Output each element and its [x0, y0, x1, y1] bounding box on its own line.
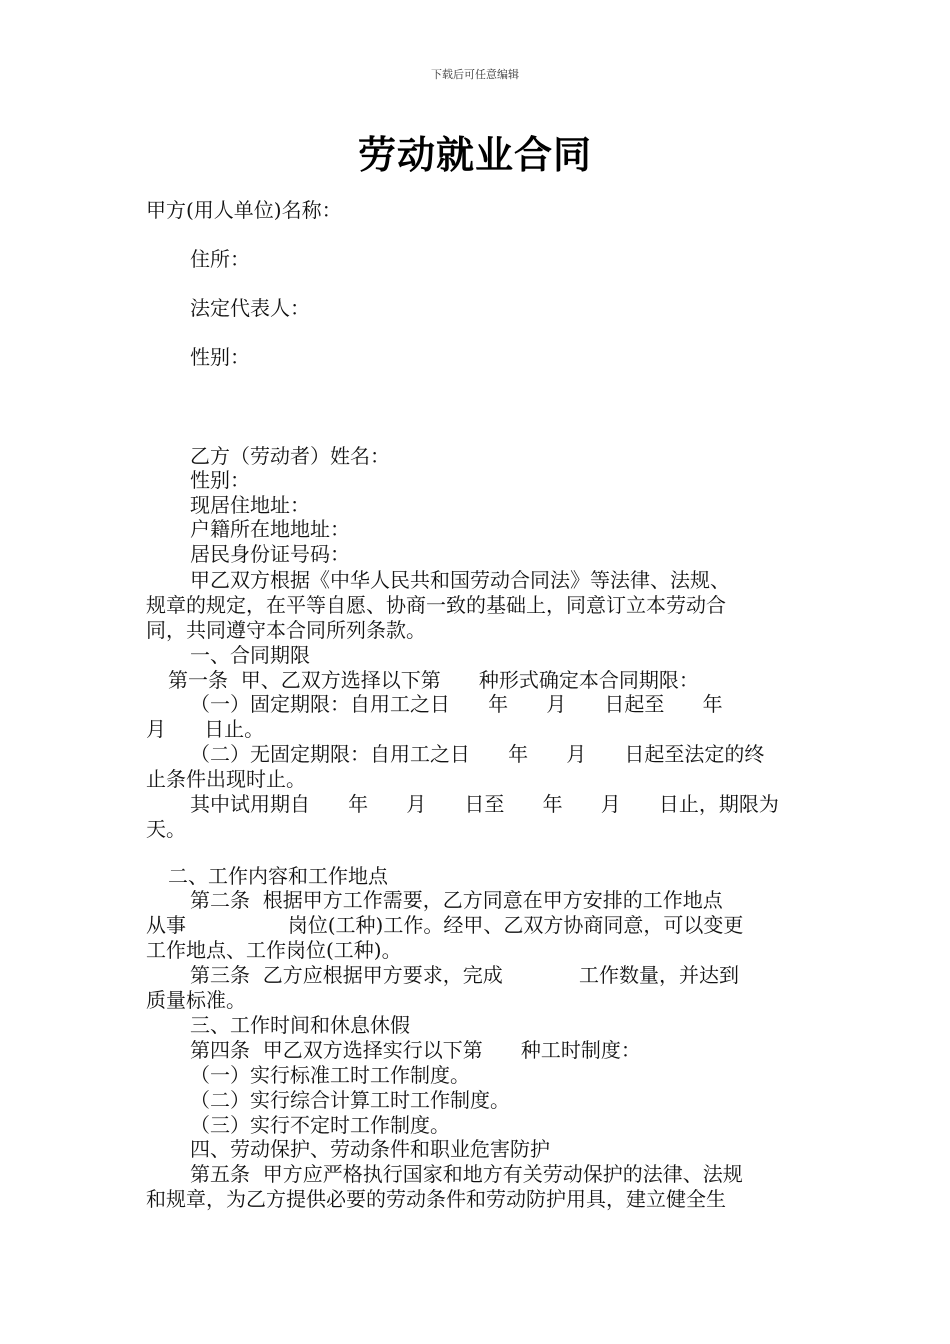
section-heading: 三、工作时间和休息休假	[190, 1013, 410, 1037]
clause-line: 工作地点、工作岗位(工种)。	[146, 938, 402, 962]
party-b-household-line: 户籍所在地地址：	[190, 517, 350, 541]
clause-line: 其中试用期自 年 月 日至 年 月 日止，期限为	[190, 792, 779, 816]
preamble-line: 同，共同遵守本合同所列条款。	[146, 618, 426, 642]
party-a-name-line: 甲方(用人单位)名称：	[146, 198, 342, 222]
clause-line: （二）无固定期限：自用工之日 年 月 日起至法定的终	[190, 742, 765, 766]
clause-line: 止条件出现时止。	[146, 767, 306, 791]
clause-line: 从事 岗位(工种)工作。经甲、乙双方协商同意，可以变更	[146, 913, 744, 937]
section-heading: 二、工作内容和工作地点	[168, 864, 388, 888]
party-a-gender-line: 性别：	[190, 345, 250, 369]
clause-line: （一）固定期限：自用工之日 年 月 日起至 年	[190, 692, 723, 716]
clause-line: 第五条 甲方应严格执行国家和地方有关劳动保护的法律、法规	[190, 1162, 743, 1186]
clause-line: 和规章，为乙方提供必要的劳动条件和劳动防护用具，建立健全生	[146, 1187, 726, 1211]
party-a-legal-rep-line: 法定代表人：	[190, 296, 310, 320]
preamble-line: 规章的规定，在平等自愿、协商一致的基础上，同意订立本劳动合	[146, 593, 726, 617]
clause-line: （二）实行综合计算工时工作制度。	[190, 1088, 510, 1112]
preamble-line: 甲乙双方根据《中华人民共和国劳动合同法》等法律、法规、	[190, 568, 730, 592]
party-b-id-line: 居民身份证号码：	[190, 542, 350, 566]
party-a-address-line: 住所：	[190, 247, 250, 271]
clause-line: 天。	[146, 817, 186, 841]
clause-line: 质量标准。	[146, 988, 246, 1012]
clause-line: 第二条 根据甲方工作需要，乙方同意在甲方安排的工作地点	[190, 888, 723, 912]
clause-line: （三）实行不定时工作制度。	[190, 1113, 450, 1137]
header-note: 下载后可任意编辑	[431, 68, 519, 81]
party-b-residence-line: 现居住地址：	[190, 493, 310, 517]
section-heading: 四、劳动保护、劳动条件和职业危害防护	[190, 1137, 550, 1161]
document-title: 劳动就业合同	[357, 133, 592, 177]
clause-line: 月 日止。	[146, 717, 265, 741]
section-heading: 一、合同期限	[190, 643, 310, 667]
clause-line: 第四条 甲乙双方选择实行以下第 种工时制度：	[190, 1038, 641, 1062]
party-b-gender-line: 性别：	[190, 468, 250, 492]
party-b-name-line: 乙方（劳动者）姓名：	[190, 444, 390, 468]
clause-line: 第三条 乙方应根据甲方要求，完成 工作数量，并达到	[190, 963, 740, 987]
clause-line: 第一条 甲、乙双方选择以下第 种形式确定本合同期限：	[168, 668, 699, 692]
clause-line: （一）实行标准工时工作制度。	[190, 1063, 470, 1087]
